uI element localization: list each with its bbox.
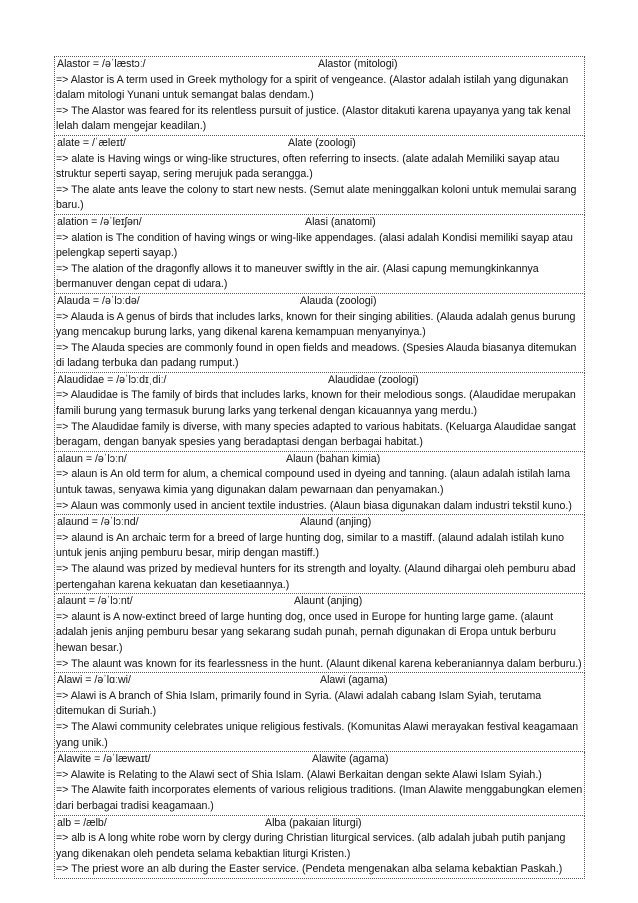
entry-example: => The Alawite faith incorporates elements of various religious traditions. (Iman Alawite menggabungkan elemen dari berbagai tradisi keagamaan.) [56, 784, 583, 812]
entry-term: Alaudidae = /əˈlɔːdɪˌdiː/ [57, 373, 167, 386]
entry-term: Alauda = /əˈlɔːdə/ [57, 294, 140, 307]
entry-example: => The Alauda species are commonly found in open fields and meadows. (Spesies Alauda biasanya ditemukan di ladang terbuka dan padang rumput.) [56, 341, 577, 370]
entry-example: => The Alastor was feared for its relentless pursuit of justice. (Alastor ditakuti karena upayanya yang tak kenal lelah dalam mengejar keadilan.) [56, 104, 571, 133]
entry-alawi [54, 673, 585, 752]
entry-meaning: Alawi (agama) [320, 674, 388, 687]
entry-meaning: Alaunt (anjing) [294, 595, 363, 608]
entry-example: => The Alaudidae family is diverse, with many species adapted to various habitats. (Keluarga Alaudidae sangat beragam, dengan banyak spesies yang beradaptasi dengan berbagai habitat.) [56, 420, 576, 449]
entry-term: alate = /ˈæleɪt/ [57, 136, 126, 149]
entry-term: alaunt = /əˈlɔːnt/ [57, 595, 133, 608]
entry-definition: => Alawi is A branch of Shia Islam, primarily found in Syria. (Alawi adalah cabang Islam Syiah, terutama ditemukan di Suriah.) [56, 689, 542, 718]
entry-alaudidae [54, 373, 585, 452]
entry-definition: => alb is A long white robe worn by clergy during Christian liturgical services. (alb adalah jubah putih panjang yang dikenakan oleh pendeta selama kebaktian liturgi Kristen.) [56, 832, 566, 860]
entry-alate [54, 136, 585, 215]
entry-meaning: Alasi (anatomi) [305, 215, 376, 228]
entry-definition: => alation is The condition of having wings or wing-like appendages. (alasi adalah Kondisi memiliki sayap atau pelengkap seperti sayap.) [56, 231, 573, 260]
entry-example: => The Alawi community celebrates unique religious festivals. (Komunitas Alawi merayakan festival keagamaan yang unik.) [56, 720, 579, 749]
entry-alastor [54, 56, 585, 136]
entry-term: alaun = /əˈlɔːn/ [57, 452, 127, 465]
entry-example: => The alaund was prized by medieval hunters for its strength and loyalty. (Alaund dihargai oleh pemburu abad pertengahan karena kekuatan dan kesetiaannya.) [56, 563, 576, 591]
entry-example: => The alaunt was known for its fearlessness in the hunt. (Alaunt dikenal karena keberaniannya dalam berburu.) [56, 657, 582, 670]
entry-meaning: Alawite (agama) [312, 753, 389, 766]
entry-alaunt [54, 594, 585, 673]
entry-example: => The alate ants leave the colony to start new nests. (Semut alate meninggalkan koloni untuk memulai sarang baru.) [56, 183, 577, 212]
entry-definition: => Alastor is A term used in Greek mythology for a spirit of vengeance. (Alastor adalah istilah yang digunakan dalam mitologi Yunani untuk semangat balas dendam.) [56, 73, 569, 102]
entry-definition: => alaund is An archaic term for a breed of large hunting dog, similar to a mastiff. (alaund adalah istilah kuno untuk jenis anjing pemburu besar, mirip dengan mastiff.) [56, 531, 565, 560]
entry-term: alb = /ælb/ [57, 816, 107, 829]
entry-meaning: Alate (zoologi) [288, 136, 356, 149]
entry-alation [54, 215, 585, 294]
entry-meaning: Alba (pakaian liturgi) [265, 816, 362, 829]
entry-definition: => Alaudidae is The family of birds that includes larks, known for their melodious songs. (Alaudidae merupakan famili burung yang termasuk burung larks yang terkenal dengan kicauannya yang merdu.) [56, 389, 576, 418]
entry-alawite [54, 752, 585, 815]
entry-alauda [54, 294, 585, 373]
entry-meaning: Alastor (mitologi) [318, 58, 398, 70]
entry-alaund [54, 515, 585, 594]
entry-example: => The priest wore an alb during the Easter service. (Pendeta mengenakan alba selama kebaktian Paskah.) [56, 863, 563, 876]
entry-meaning: Alaudidae (zoologi) [328, 373, 419, 386]
entry-meaning: Alaund (anjing) [300, 516, 372, 529]
entry-definition: => alaun is An old term for alum, a chemical compound used in dyeing and tanning. (alaun adalah istilah lama untuk tawas, senyawa kimia yang digunakan dalam pewarnaan dan penyamakan.) [56, 468, 571, 497]
entry-alaun [54, 452, 585, 515]
entry-meaning: Alauda (zoologi) [300, 294, 377, 307]
entry-definition: => Alawite is Relating to the Alawi sect of Shia Islam. (Alawi Berkaitan dengan sekte Alawi Islam Syiah.) [56, 768, 542, 781]
entry-term: alaund = /əˈlɔːnd/ [57, 516, 139, 529]
dictionary-document [54, 56, 585, 879]
entry-example: => Alaun was commonly used in ancient textile industries. (Alaun biasa digunakan dalam industri tekstil kuno.) [56, 499, 572, 512]
entry-term: Alawite = /əˈlæwaɪt/ [57, 753, 151, 766]
entry-meaning: Alaun (bahan kimia) [286, 452, 381, 465]
entry-term: alation = /əˈleɪʃən/ [57, 215, 142, 228]
entry-example: => The alation of the dragonfly allows it to maneuver swiftly in the air. (Alasi capung memungkinkannya bermanuver dengan cepat di udara.) [56, 262, 539, 291]
entry-definition: => Alauda is A genus of birds that includes larks, known for their singing abilities. (Alauda adalah genus burung yang mencakup burung larks, yang dikenal karena kemampuan menyanyinya.) [56, 310, 576, 339]
entry-term: Alawi = /əˈlɑːwi/ [57, 674, 131, 687]
entry-alb [54, 816, 585, 879]
entry-definition: => alaunt is A now-extinct breed of large hunting dog, once used in Europe for hunting large game. (alaunt adalah jenis anjing pemburu besar yang sekarang sudah punah, pernah digunakan di Eropa untuk berburu hewan besar.) [56, 610, 557, 654]
entry-definition: => alate is Having wings or wing-like structures, often referring to insects. (alate adalah Memiliki sayap atau struktur seperti sayap, sering merujuk pada serangga.) [56, 152, 560, 181]
entry-term: Alastor = /əˈlæstɔː/ [57, 58, 146, 70]
